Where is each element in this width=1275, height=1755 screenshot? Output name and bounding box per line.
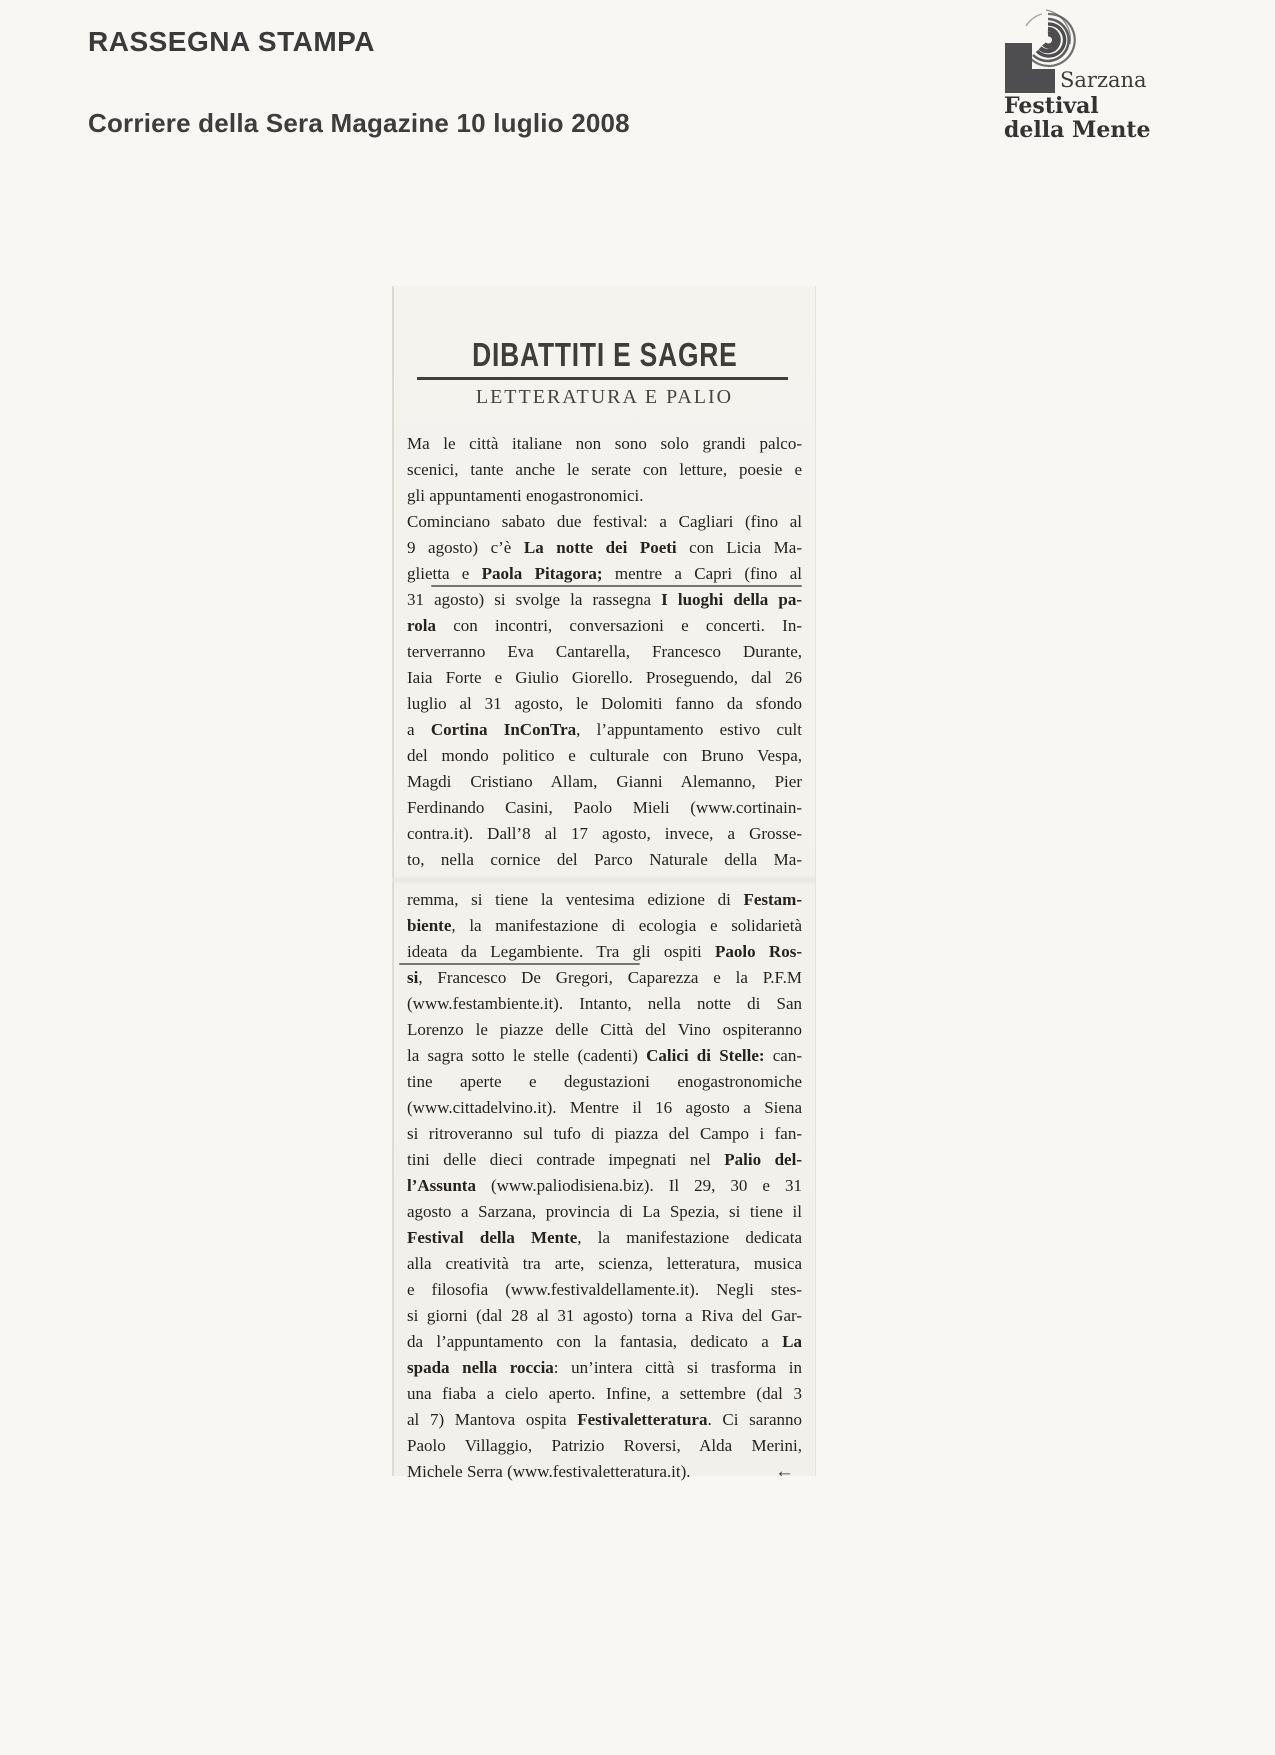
article-line-bold-segment: si — [407, 968, 419, 987]
article-line — [407, 1433, 802, 1459]
article-line-segment: si ritroveranno sul tufo di piazza del Campo i fan- — [407, 1124, 802, 1143]
article-line — [407, 1147, 802, 1173]
article-line — [407, 1381, 802, 1407]
article-line-segment: , la manifestazione dedicata — [577, 1228, 802, 1247]
article-line — [407, 535, 802, 561]
article-line-segment: agosto a Sarzana, provincia di La Spezia, si tiene il — [407, 1202, 802, 1221]
article-line-segment: una fiaba a cielo aperto. Infine, a settembre (dal 3 — [407, 1384, 802, 1403]
article-line-bold-segment: La notte dei Poeti — [523, 538, 677, 557]
article-line-segment: Paolo Villaggio, Patrizio Roversi, Alda Merini, — [407, 1436, 802, 1455]
article-subtitle: LETTERATURA E PALIO — [475, 386, 734, 408]
logo-name-line1: Festival — [1004, 93, 1099, 119]
article-line-segment: Iaia Forte e Giulio Giorello. Proseguendo, dal 26 — [407, 668, 802, 687]
article-line-segment: glietta e — [407, 564, 482, 583]
article-line-segment: contra.it). Dall’8 al 17 agosto, invece, a Grosse- — [407, 824, 802, 843]
article-line — [407, 431, 802, 457]
article-line-segment: 31 agosto) si svolge la rassegna — [407, 590, 662, 609]
article-line-segment: del mondo politico e culturale con Bruno Vespa, — [407, 746, 802, 765]
article-line-bold-segment: La — [782, 1332, 802, 1351]
article-line — [407, 769, 802, 795]
article-line — [407, 1225, 802, 1251]
article-line-segment: Ferdinando Casini, Paolo Mieli (www.cortinain- — [407, 798, 802, 817]
article-line-segment: la sagra sotto le stelle (cadenti) — [407, 1046, 647, 1065]
article-line — [407, 1017, 802, 1043]
article-body — [407, 431, 802, 1485]
article-line-segment: scenici, tante anche le serate con letture, poesie e — [407, 460, 802, 479]
article-line-bold-segment: Festam- — [743, 890, 802, 909]
article-line — [407, 1459, 802, 1485]
article-line — [407, 665, 802, 691]
article-line — [407, 1407, 802, 1433]
article-line-segment: , Francesco De Gregori, Caparezza e la P.F.M — [418, 968, 802, 987]
article-line — [407, 991, 802, 1017]
article-line — [407, 483, 802, 509]
article-line — [407, 457, 802, 483]
article-line-segment: (www.festambiente.it). Intanto, nella notte di San — [407, 994, 802, 1013]
article-line — [407, 913, 802, 939]
article-line-segment: mentre a Capri (fino al — [602, 564, 802, 583]
article-line-segment: Magdi Cristiano Allam, Gianni Alemanno, Pier — [407, 772, 802, 791]
article-line-segment: con incontri, conversazioni e concerti. In- — [435, 616, 802, 635]
article-line — [407, 639, 802, 665]
article-line-segment: tini delle dieci contrade impegnati nel — [407, 1150, 725, 1169]
article-line-bold-segment: Calici di Stelle: — [646, 1046, 765, 1065]
article-line — [407, 1043, 802, 1069]
article-line-segment: con Licia Ma- — [676, 538, 802, 557]
article-line — [407, 939, 802, 965]
article-line-segment: . Ci saranno — [707, 1410, 803, 1429]
newspaper-clipping — [392, 286, 816, 1482]
article-line-bold-segment: Paolo Ros- — [715, 942, 802, 961]
clipping-seam — [392, 875, 815, 885]
festival-della-mente-logo — [998, 8, 1188, 148]
article-line-bold-segment: spada nella roccia — [407, 1358, 554, 1377]
article-line — [407, 965, 802, 991]
article-line — [407, 587, 802, 613]
article-line-segment: , la manifestazione di ecologia e solidarietà — [451, 916, 802, 935]
article-line-segment: si giorni (dal 28 al 31 agosto) torna a Riva del Gar- — [407, 1306, 802, 1325]
article-line — [407, 1251, 802, 1277]
article-line — [407, 795, 802, 821]
article-line — [407, 743, 802, 769]
article-line-segment: da l’appuntamento con la fantasia, dedicato a — [407, 1332, 783, 1351]
logo-name-line2: della Mente — [1004, 117, 1151, 143]
article-line — [407, 509, 802, 535]
article-line-bold-segment: Cortina InConTra — [430, 720, 577, 739]
article-line-bold-segment: Festivaletteratura — [577, 1410, 708, 1429]
article-line-segment: a — [407, 720, 431, 739]
kicker-rule — [417, 377, 788, 380]
page-title: RASSEGNA STAMPA — [88, 26, 375, 57]
article-line — [407, 691, 802, 717]
article-line — [407, 1095, 802, 1121]
article-line — [407, 1303, 802, 1329]
article-line-bold-segment: Paola Pitagora; — [481, 564, 603, 583]
article-line-bold-segment: biente — [407, 916, 452, 935]
article-line-segment: remma, si tiene la ventesima edizione di — [407, 890, 744, 909]
article-line-segment: : un’intera città si trasforma in — [553, 1358, 802, 1377]
article-line — [407, 1173, 802, 1199]
article-line-segment: luglio al 31 agosto, le Dolomiti fanno da sfondo — [407, 694, 802, 713]
source-title: Corriere della Sera Magazine 10 luglio 2008 — [88, 108, 630, 138]
article-line — [407, 1121, 802, 1147]
article-line — [407, 887, 802, 913]
article-line-bold-segment: rola — [407, 616, 436, 635]
article-line-segment: Michele Serra (www.festivaletteratura.it). — [407, 1462, 691, 1481]
article-line-bold-segment: I luoghi della pa- — [661, 590, 802, 609]
article-line-bold-segment: Palio del- — [724, 1150, 802, 1169]
article-line-segment: tine aperte e degustazioni enogastronomiche — [407, 1072, 802, 1091]
article-line — [407, 1355, 802, 1381]
logo-city-label: Sarzana — [1060, 68, 1147, 92]
spiral-swirl-icon — [1016, 8, 1080, 72]
article-line — [407, 1199, 802, 1225]
article-line — [407, 717, 802, 743]
article-line-segment: can- — [764, 1046, 803, 1065]
article-kicker-wrap — [407, 336, 802, 374]
article-line — [407, 847, 802, 873]
article-line-segment: , l’appuntamento estivo cult — [576, 720, 802, 739]
article-line-segment: ideata da Legambiente. Tra gli ospiti — [407, 942, 715, 961]
article-line-segment: al 7) Mantova ospita — [407, 1410, 578, 1429]
article-line — [407, 613, 802, 639]
article-line-segment: to, nella cornice del Parco Naturale della Ma- — [407, 850, 802, 869]
article-line-segment: Ma le città italiane non sono solo grandi palco- — [407, 434, 802, 453]
article-line-segment: terverranno Eva Cantarella, Francesco Durante, — [407, 642, 802, 661]
article-line-segment: e filosofia (www.festivaldellamente.it). Negli stes- — [407, 1280, 802, 1299]
article-line-segment: gli appuntamenti enogastronomici. — [407, 486, 644, 505]
logo-name-label — [1004, 94, 1151, 142]
article-line-segment: Cominciano sabato due festival: a Cagliari (fino al — [407, 512, 802, 531]
article-line-segment: (www.cittadelvino.it). Mentre il 16 agosto a Siena — [407, 1098, 802, 1117]
article-kicker: DIBATTITI E SAGRE — [471, 336, 738, 373]
article-line-segment: 9 agosto) c’è — [407, 538, 524, 557]
article-line — [407, 1069, 802, 1095]
article-line — [407, 821, 802, 847]
article-line — [407, 1277, 802, 1303]
article-line-segment: Lorenzo le piazze delle Città del Vino ospiteranno — [407, 1020, 802, 1039]
article-line-segment: alla creatività tra arte, scienza, letteratura, musica — [407, 1254, 802, 1273]
article-line — [407, 1329, 802, 1355]
article-line-segment: (www.paliodisiena.biz). Il 29, 30 e 31 — [475, 1176, 802, 1195]
article-line-bold-segment: Festival della Mente — [407, 1228, 578, 1247]
left-arrow-icon: ← — [775, 1461, 794, 1482]
article-line-bold-segment: l’Assunta — [407, 1176, 476, 1195]
article-line — [407, 561, 802, 587]
